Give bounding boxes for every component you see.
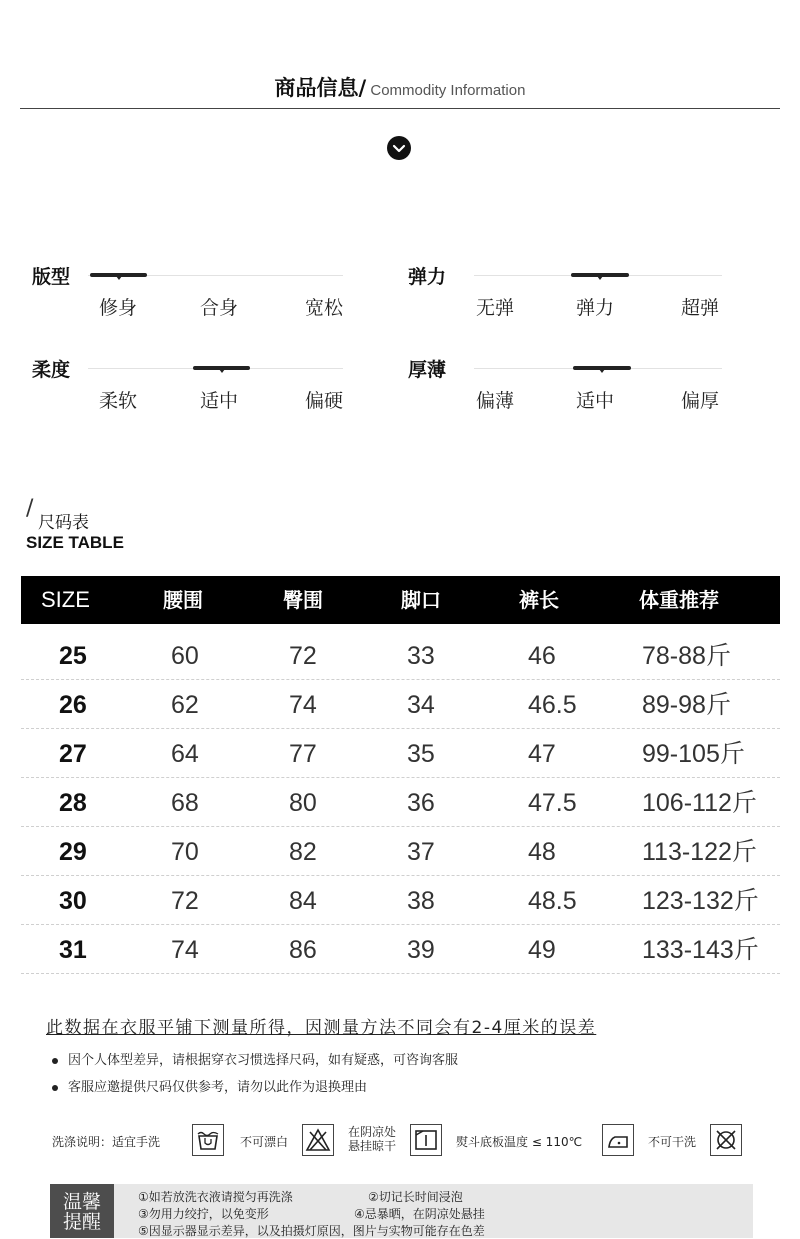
scale-marker-fit: [90, 273, 147, 277]
attr-option: 偏硬: [304, 390, 343, 412]
header-divider: [20, 108, 780, 109]
tip-item: ③勿用力绞拧，以免变形: [138, 1207, 269, 1221]
wash-text-hand: 适宜手洗: [112, 1135, 161, 1149]
attr-option: 宽松: [304, 297, 343, 319]
measurement-note: 此数据在衣服平铺下测量所得，因测量方法不同会有2-4厘米的误差: [46, 1018, 597, 1038]
attr-label-fit: 版型: [32, 266, 71, 288]
bullet-text: 因个人体型差异，请根据穿衣习惯选择尺码，如有疑惑，可咨询客服: [68, 1053, 459, 1068]
section-title-cn: 商品信息/: [274, 76, 367, 100]
scale-marker-thickness: [573, 366, 631, 370]
attr-option: 无弹: [475, 297, 514, 319]
table-cell: 39: [407, 936, 435, 964]
tip-item: ②切记长时间浸泡: [368, 1190, 463, 1204]
tips-badge-line1: 温馨: [62, 1191, 101, 1213]
column-header-waist: 腰围: [163, 588, 203, 612]
size-cell: 25: [59, 642, 87, 670]
attr-option: 超弹: [680, 297, 719, 319]
washing-label-text: 洗涤说明：: [52, 1135, 113, 1149]
table-cell: 47: [528, 740, 556, 768]
scale-marker-softness: [193, 366, 250, 370]
table-cell: 82: [289, 838, 317, 866]
table-cell: 46: [528, 642, 556, 670]
table-cell: 47.5: [528, 789, 577, 817]
tip-item: ⑤因显示器显示差异，以及拍摄灯原因，图片与实物可能存在色差: [138, 1224, 485, 1238]
attr-label-softness: 柔度: [32, 359, 71, 381]
scale-marker-stretch: [571, 273, 629, 277]
table-cell: 84: [289, 887, 317, 915]
table-cell: 35: [407, 740, 435, 768]
table-row: [21, 826, 780, 876]
table-cell: 37: [407, 838, 435, 866]
table-cell: 80: [289, 789, 317, 817]
table-cell: 36: [407, 789, 435, 817]
list-item: [52, 1076, 367, 1095]
tips-badge: [50, 1184, 114, 1238]
section-title-en: Commodity Information: [366, 82, 526, 99]
attr-option: 适中: [575, 390, 614, 412]
column-header-hem: 脚口: [401, 588, 441, 612]
table-cell: 123-132斤: [642, 887, 759, 915]
section-title: [0, 72, 800, 102]
attr-label-thickness: 厚薄: [408, 359, 447, 381]
size-cell: 29: [59, 838, 87, 866]
wash-text-dry: [348, 1125, 396, 1153]
wash-text-bleach: 不可漂白: [240, 1135, 289, 1149]
table-cell: 34: [407, 691, 435, 719]
size-cell: 31: [59, 936, 87, 964]
table-cell: 60: [171, 642, 199, 670]
table-cell: 33: [407, 642, 435, 670]
attr-option: 合身: [199, 297, 238, 319]
table-cell: 49: [528, 936, 556, 964]
table-cell: 62: [171, 691, 199, 719]
table-cell: 74: [289, 691, 317, 719]
bullet-dot: [52, 1085, 58, 1091]
size-table-title-cn: 尺码表: [38, 513, 89, 533]
wash-text-dry-line1: 在阴凉处: [348, 1125, 397, 1139]
table-cell: 74: [171, 936, 199, 964]
table-cell: 99-105斤: [642, 740, 745, 768]
table-cell: 64: [171, 740, 199, 768]
no-dry-clean-icon: [710, 1124, 742, 1156]
size-table-slash: /: [26, 496, 34, 521]
column-header-length: 裤长: [519, 588, 559, 612]
table-row: [21, 679, 780, 729]
iron-icon: [602, 1124, 634, 1156]
table-cell: 77: [289, 740, 317, 768]
column-header-weight: 体重推荐: [639, 588, 719, 612]
table-cell: 89-98斤: [642, 691, 731, 719]
table-cell: 38: [407, 887, 435, 915]
bullet-dot: [52, 1058, 58, 1064]
table-row: [21, 924, 780, 974]
table-cell: 46.5: [528, 691, 577, 719]
list-item: [52, 1049, 458, 1068]
chevron-down-icon: [387, 136, 411, 160]
line-dry-shade-icon: [410, 1124, 442, 1156]
column-header-size: SIZE: [41, 587, 90, 612]
table-cell: 106-112斤: [642, 789, 757, 817]
tip-item: ①如若放洗衣液请搅匀再洗涤: [138, 1190, 293, 1204]
table-cell: 86: [289, 936, 317, 964]
hand-wash-icon: [192, 1124, 224, 1156]
table-cell: 70: [171, 838, 199, 866]
wash-text-iron: 熨斗底板温度 ≤ 110℃: [456, 1135, 583, 1149]
tip-item: ④忌暴晒，在阴凉处悬挂: [354, 1207, 485, 1221]
size-cell: 27: [59, 740, 87, 768]
table-cell: 133-143斤: [642, 936, 759, 964]
attr-option: 弹力: [575, 297, 614, 319]
table-cell: 48: [528, 838, 556, 866]
washing-label: [52, 1133, 160, 1150]
table-cell: 113-122斤: [642, 838, 757, 866]
size-cell: 30: [59, 887, 87, 915]
size-cell: 28: [59, 789, 87, 817]
table-cell: 48.5: [528, 887, 577, 915]
wash-text-dryclean: 不可干洗: [648, 1135, 697, 1149]
table-row: [21, 630, 780, 680]
size-cell: 26: [59, 691, 87, 719]
attr-label-stretch: 弹力: [408, 266, 447, 288]
table-cell: 78-88斤: [642, 642, 731, 670]
attr-option: 偏厚: [680, 390, 719, 412]
size-table-header: [21, 576, 780, 624]
table-cell: 72: [289, 642, 317, 670]
attr-option: 偏薄: [475, 390, 514, 412]
no-bleach-icon: [302, 1124, 334, 1156]
table-cell: 72: [171, 887, 199, 915]
wash-text-dry-line2: 悬挂晾干: [348, 1139, 397, 1153]
tips-badge-line2: 提醒: [62, 1211, 101, 1233]
table-row: [21, 777, 780, 827]
size-table-title-en: SIZE TABLE: [26, 533, 124, 552]
bullet-text: 客服应邀提供尺码仅供参考，请勿以此作为退换理由: [68, 1080, 368, 1095]
table-row: [21, 875, 780, 925]
table-row: [21, 728, 780, 778]
attr-option: 柔软: [98, 390, 137, 412]
table-cell: 68: [171, 789, 199, 817]
column-header-hip: 臀围: [283, 588, 323, 612]
attr-option: 修身: [98, 297, 137, 319]
attr-option: 适中: [199, 390, 238, 412]
